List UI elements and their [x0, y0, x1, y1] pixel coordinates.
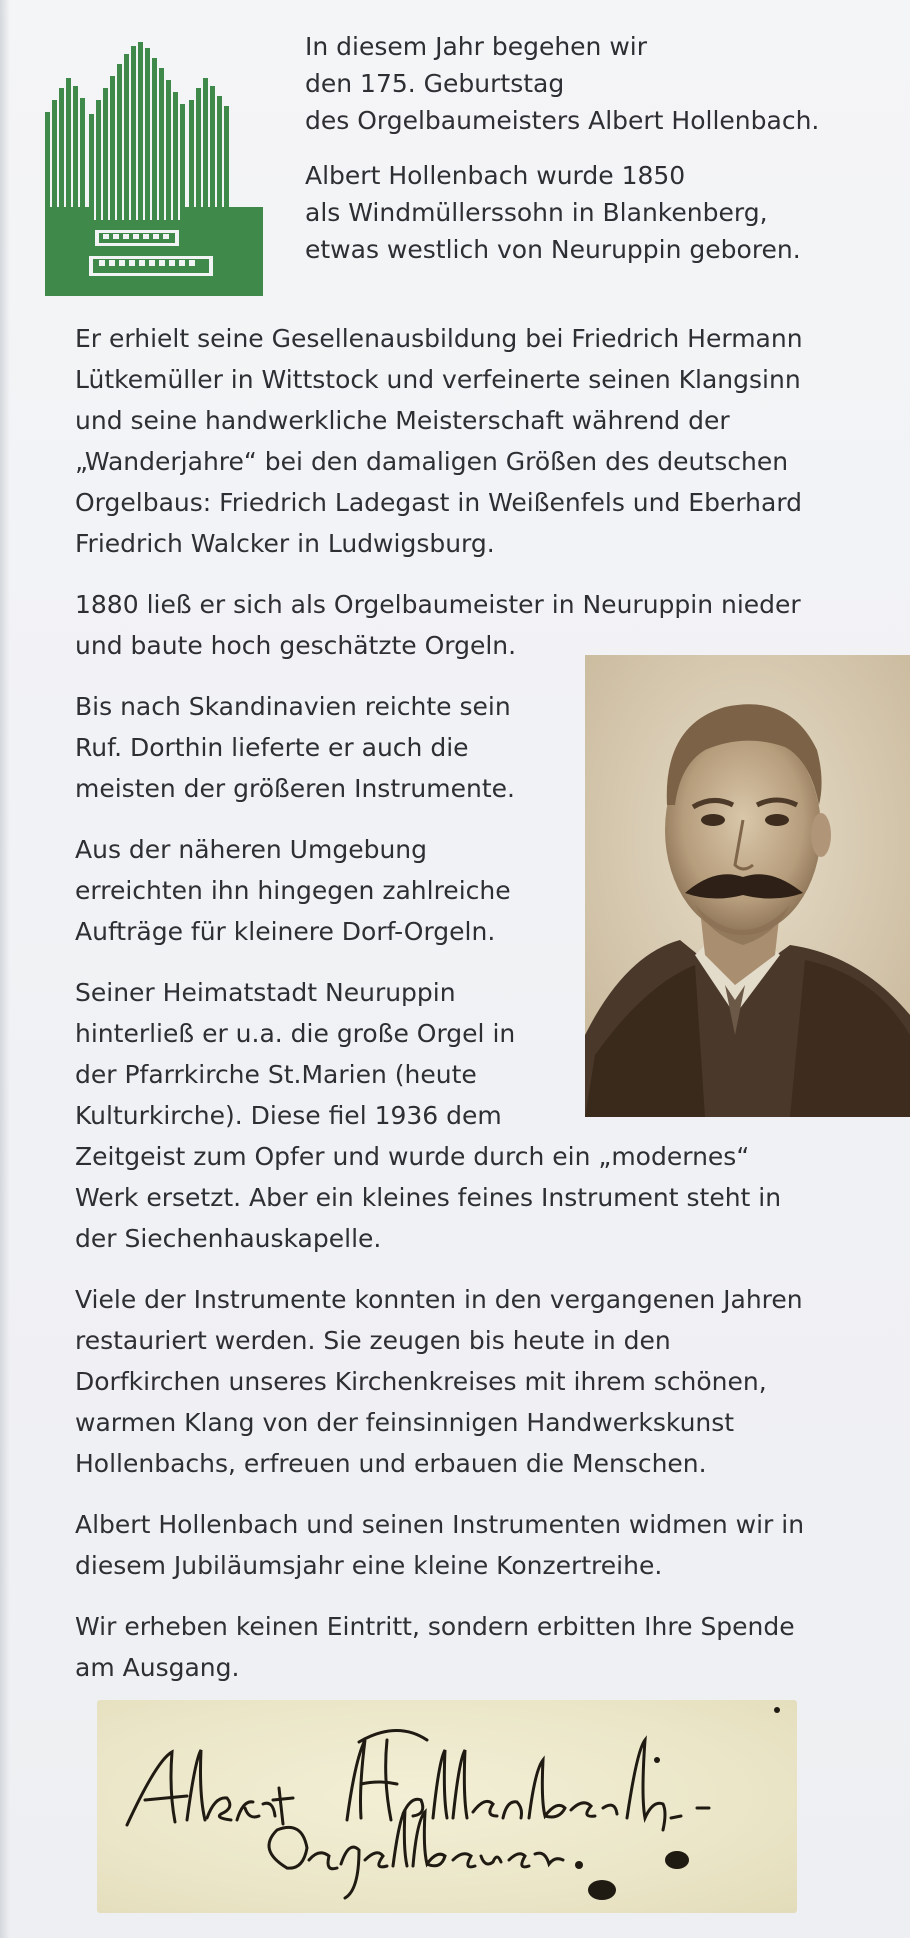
paragraph-restoration — [75, 1279, 885, 1484]
text-line: 1880 ließ er sich als Orgelbaumeister in Neuruppin nieder — [75, 590, 801, 619]
text-line: Kulturkirche). Diese fiel 1936 dem — [75, 1101, 502, 1130]
text-line: „Wanderjahre“ bei den damaligen Größen des deutschen — [75, 447, 789, 476]
text-line: Seiner Heimatstadt Neuruppin — [75, 978, 456, 1007]
text-line: Aufträge für kleinere Dorf-Orgeln. — [75, 917, 496, 946]
text-line: Dorfkirchen unseres Kirchenkreises mit ihrem schönen, — [75, 1367, 767, 1396]
text-line: Hollenbachs, erfreuen und erbauen die Menschen. — [75, 1449, 707, 1478]
text-line: Lütkemüller in Wittstock und verfeinerte seinen Klangsinn — [75, 365, 801, 394]
organ-pipes-logo — [45, 42, 263, 296]
paragraph-concert-series — [75, 1504, 885, 1586]
text-line: den 175. Geburtstag — [305, 69, 565, 98]
paragraph-village-organs — [75, 829, 565, 952]
intro-paragraph-2 — [305, 157, 895, 268]
text-line: Friedrich Walcker in Ludwigsburg. — [75, 529, 495, 558]
text-line: etwas westlich von Neuruppin geboren. — [305, 235, 801, 264]
text-line: restauriert werden. Sie zeugen bis heute in den — [75, 1326, 671, 1355]
text-line: In diesem Jahr begehen wir — [305, 32, 648, 61]
signature-image — [97, 1700, 797, 1913]
intro-paragraph-1 — [305, 28, 895, 139]
paragraph-admission — [75, 1606, 885, 1688]
text-line: und baute hoch geschätzte Orgeln. — [75, 631, 517, 660]
text-line: erreichten ihn hingegen zahlreiche — [75, 876, 511, 905]
portrait-photo — [585, 655, 910, 1117]
handwritten-signature-icon — [97, 1700, 797, 1913]
text-line: und seine handwerkliche Meisterschaft während der — [75, 406, 730, 435]
text-line: meisten der größeren Instrumente. — [75, 774, 515, 803]
paragraph-scandinavia — [75, 686, 565, 809]
text-line: der Pfarrkirche St.Marien (heute — [75, 1060, 477, 1089]
text-line: Orgelbaus: Friedrich Ladegast in Weißenfels und Eberhard — [75, 488, 803, 517]
text-line: als Windmüllerssohn in Blankenberg, — [305, 198, 768, 227]
text-line: Viele der Instrumente konnten in den vergangenen Jahren — [75, 1285, 803, 1314]
text-line: Ruf. Dorthin lieferte er auch die — [75, 733, 469, 762]
text-line: diesem Jubiläumsjahr eine kleine Konzertreihe. — [75, 1551, 663, 1580]
text-line: Er erhielt seine Gesellenausbildung bei Friedrich Hermann — [75, 324, 803, 353]
text-line: Bis nach Skandinavien reichte sein — [75, 692, 511, 721]
text-line: hinterließ er u.a. die große Orgel in — [75, 1019, 516, 1048]
text-line: Zeitgeist zum Opfer und wurde durch ein „modernes“ — [75, 1142, 750, 1171]
text-line: am Ausgang. — [75, 1653, 240, 1682]
paragraph-apprenticeship — [75, 318, 885, 564]
text-line: Aus der näheren Umgebung — [75, 835, 428, 864]
intro-text — [305, 28, 895, 286]
paragraph-settlement — [75, 584, 885, 666]
text-line: warmen Klang von der feinsinnigen Handwerkskunst — [75, 1408, 735, 1437]
text-line: Albert Hollenbach wurde 1850 — [305, 161, 686, 190]
text-line: Albert Hollenbach und seinen Instrumenten widmen wir in — [75, 1510, 805, 1539]
text-line: der Siechenhauskapelle. — [75, 1224, 382, 1253]
text-line: Wir erheben keinen Eintritt, sondern erbitten Ihre Spende — [75, 1612, 795, 1641]
text-line: des Orgelbaumeisters Albert Hollenbach. — [305, 106, 820, 135]
text-line: Werk ersetzt. Aber ein kleines feines Instrument steht in — [75, 1183, 782, 1212]
